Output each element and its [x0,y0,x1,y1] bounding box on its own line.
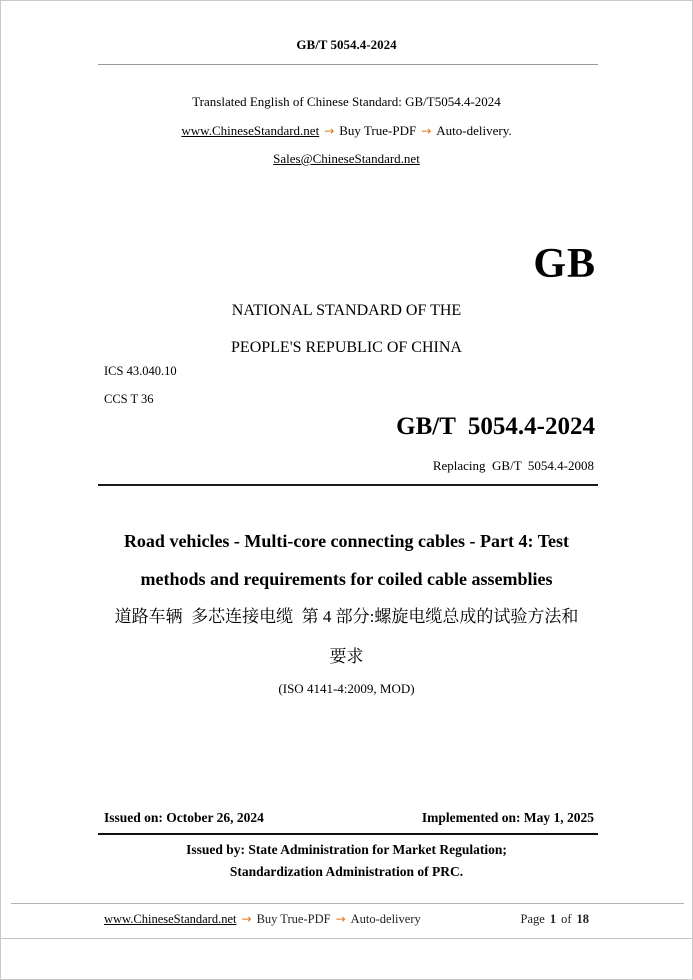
standard-title-chinese [1,597,692,677]
issued-by-line1: Issued by: State Administration for Market Regulation; [186,842,507,857]
ics-code: ICS 43.040.10 [104,364,177,378]
header-divider [98,64,598,65]
arrow-icon: → [324,124,335,138]
buy-true-pdf-label: Buy True-PDF [339,123,417,138]
standard-title-english [1,522,692,598]
sales-email-row [1,151,692,167]
auto-delivery-label: Auto-delivery. [436,123,512,138]
standard-title-chinese-line2: 要求 [329,647,364,666]
footer-auto-delivery-label: Auto-delivery [350,912,421,926]
issuance-divider [98,833,598,835]
page-total: 18 [576,912,589,926]
purchase-info-line [1,123,692,139]
issued-on-label: Issued on: October 26, 2024 [104,810,264,825]
ccs-code: CCS T 36 [104,392,154,406]
site-link[interactable]: www.ChineseStandard.net [181,123,320,138]
page-label: Page [520,912,545,926]
implemented-on-label: Implemented on: May 1, 2025 [421,810,594,825]
iso-reference: (ISO 4141-4:2009, MOD) [278,681,415,696]
arrow-icon: → [241,912,252,926]
sales-email-link[interactable]: Sales@ChineseStandard.net [273,151,420,166]
national-standard-line2: PEOPLE'S REPUBLIC OF CHINA [231,339,462,356]
standard-title-chinese-line1: 道路车辆 多芯连接电缆 第 4 部分:螺旋电缆总成的试验方法和 [114,607,579,626]
page-indicator [519,912,592,927]
footer-divider [11,903,684,904]
arrow-icon: → [335,912,346,926]
title-divider [98,484,598,486]
page-number: 1 [549,912,557,926]
gb-logo: GB [533,241,596,287]
standard-number: GB/T 5054.4-2024 [396,413,595,440]
translated-note: Translated English of Chinese Standard: GB/T5054.4-2024 [192,94,501,109]
footer-buy-true-pdf-label: Buy True-PDF [256,912,331,926]
issued-by-line2: Standardization Administration of PRC. [229,864,464,879]
page-bottom-edge [1,938,693,939]
footer-purchase-line [104,912,421,927]
national-standard-line1: NATIONAL STANDARD OF THE [231,302,462,319]
arrow-icon: → [421,124,432,138]
page-of-label: of [561,912,572,926]
header-doc-code: GB/T 5054.4-2024 [296,37,397,52]
standard-title-english-line1: Road vehicles - Multi-core connecting cables - Part 4: Test [123,531,570,551]
standard-title-english-line2: methods and requirements for coiled cable assemblies [140,569,553,589]
footer-site-link[interactable]: www.ChineseStandard.net [104,912,237,926]
replacing-note: Replacing GB/T 5054.4-2008 [432,458,594,473]
